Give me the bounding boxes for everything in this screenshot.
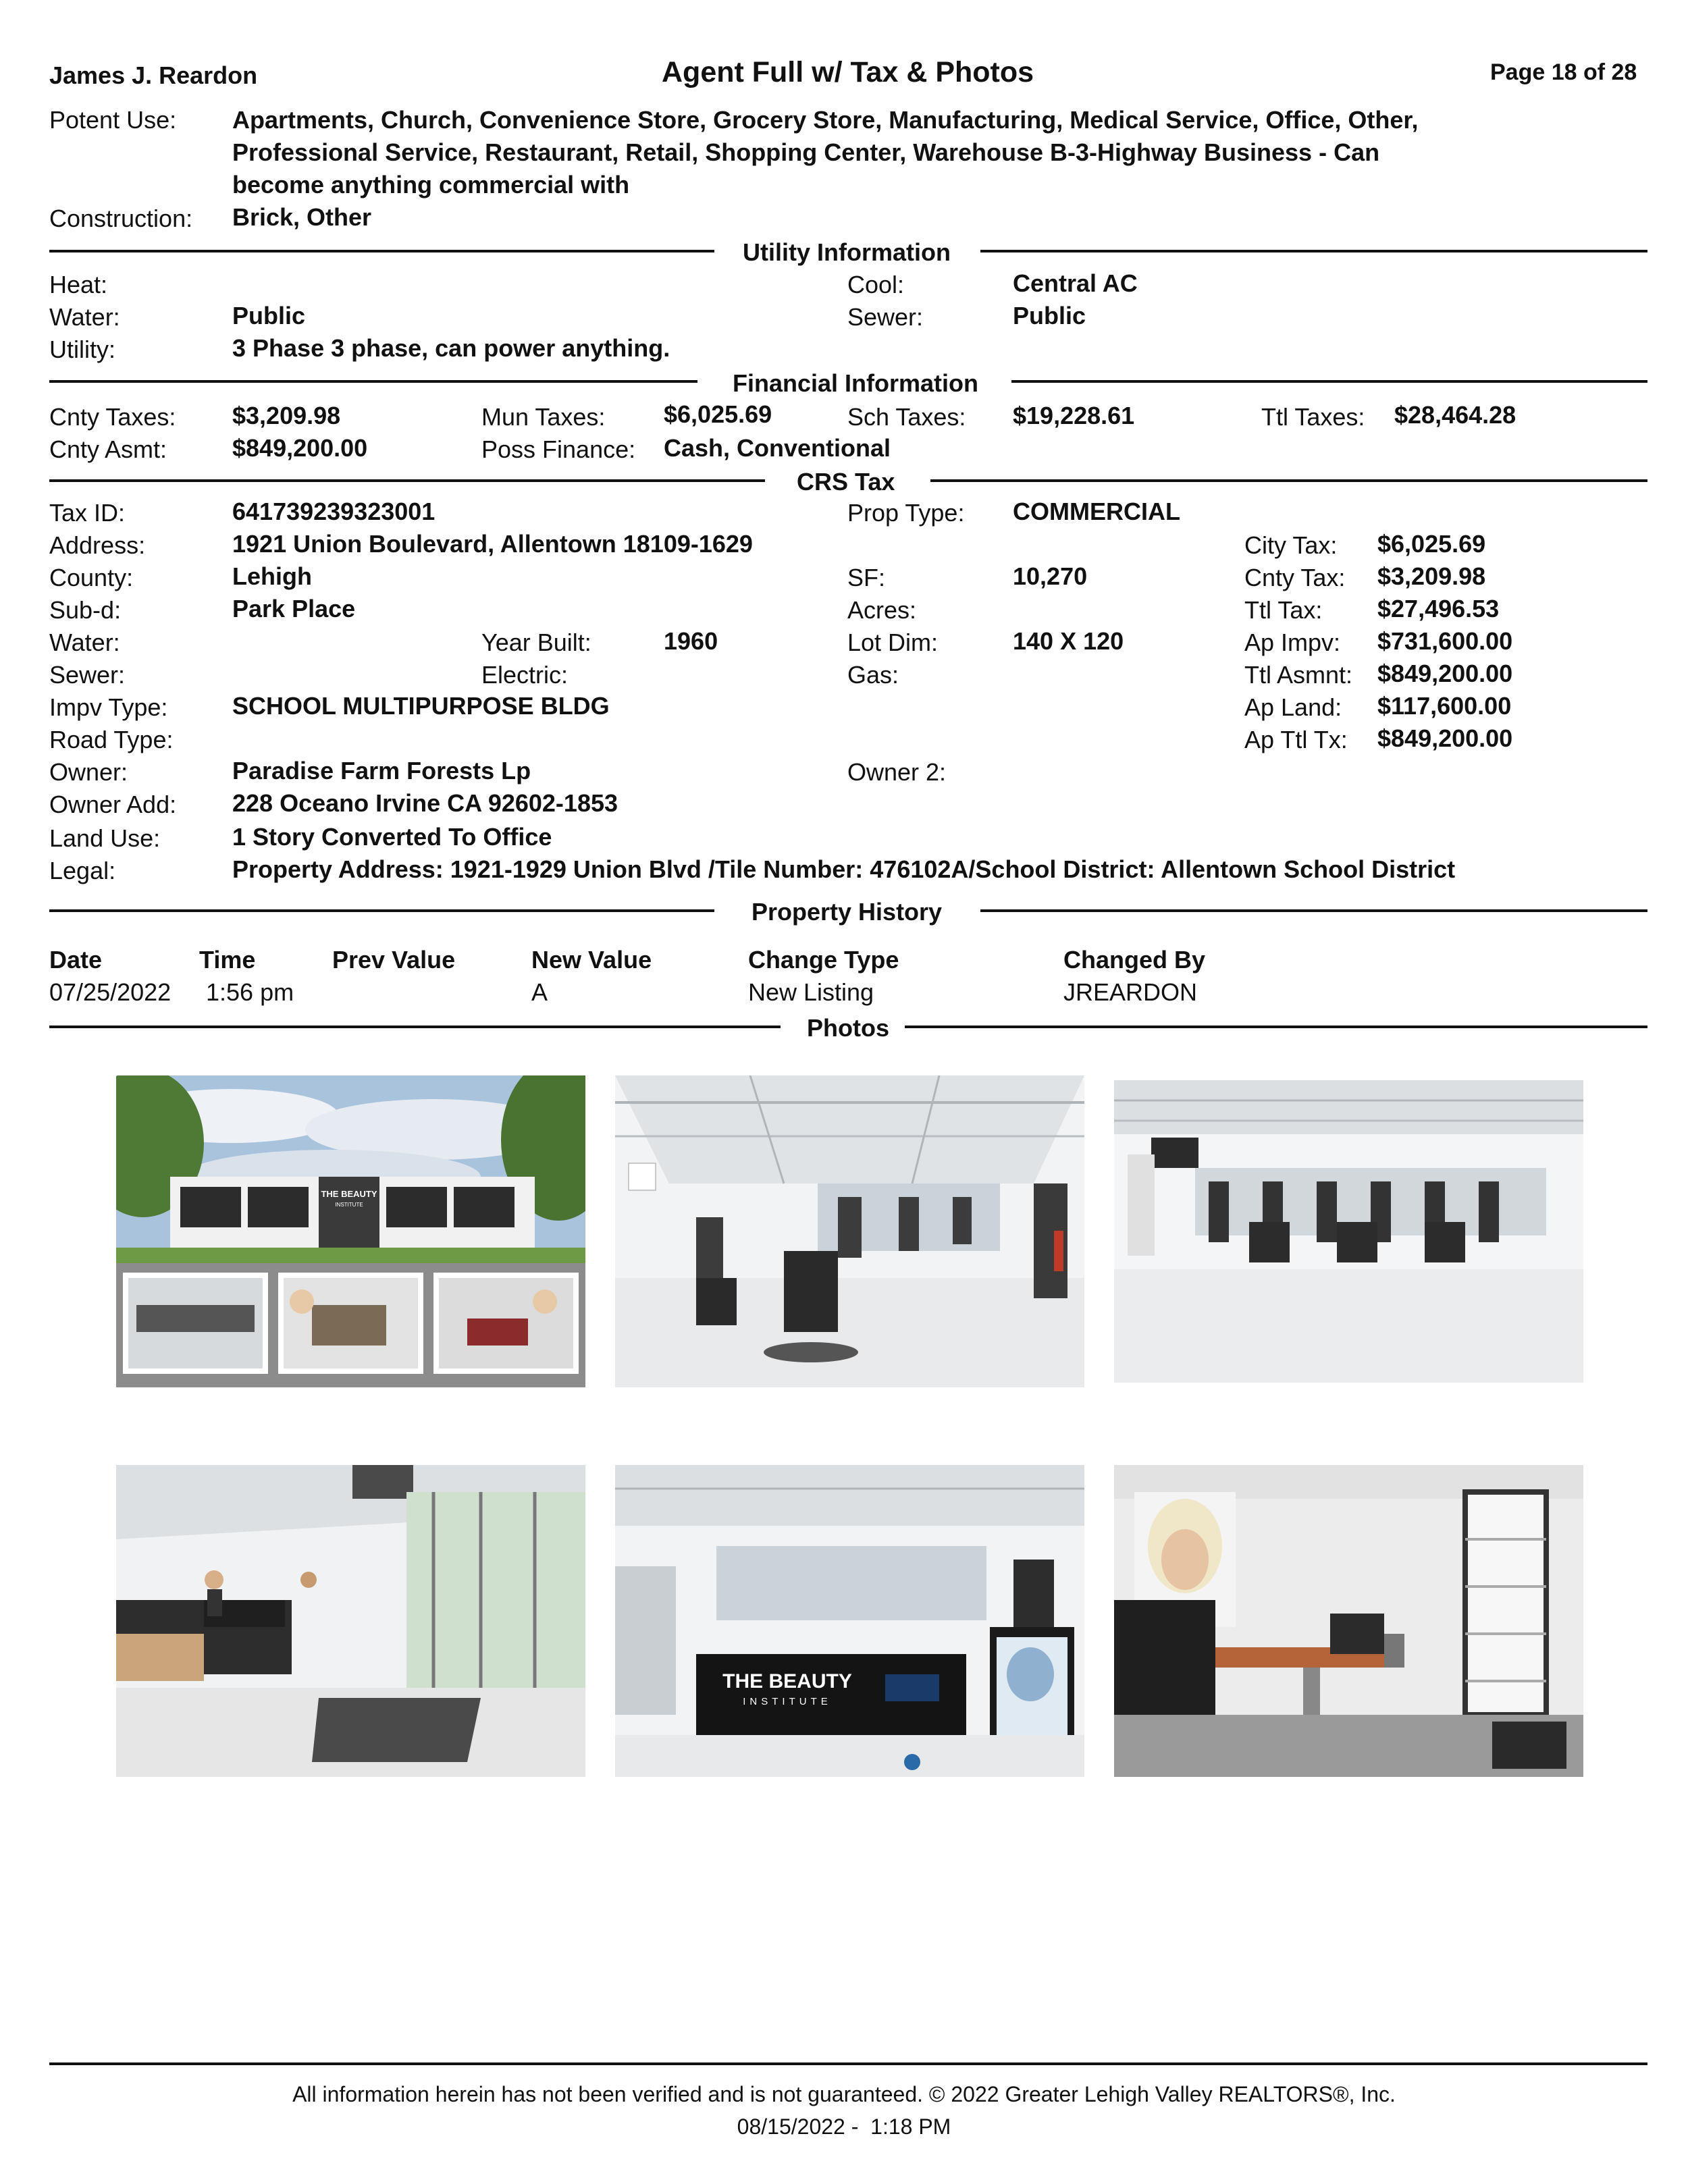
section-rule-right <box>980 250 1647 252</box>
owner-add-value: 228 Oceano Irvine CA 92602-1853 <box>232 789 618 817</box>
history-col-time: Time <box>199 946 256 974</box>
mun-taxes-value: $6,025.69 <box>664 400 772 428</box>
cool-label: Cool: <box>847 271 905 298</box>
history-row-time: 1:56 pm <box>206 978 294 1006</box>
section-rule-right <box>905 1026 1647 1028</box>
impv-type-value: SCHOOL MULTIPURPOSE BLDG <box>232 692 610 720</box>
history-col-by: Changed By <box>1063 946 1206 974</box>
tax-id-label: Tax ID: <box>49 499 126 527</box>
sch-taxes-value: $19,228.61 <box>1013 402 1135 429</box>
cnty-asmt-label: Cnty Asmt: <box>49 435 167 463</box>
land-use-label: Land Use: <box>49 824 161 852</box>
footer-disclaimer: All information herein has not been verified and is not guaranteed. © 2022 Greater Lehigh Valley REALTORS®, Inc. <box>292 2082 1396 2106</box>
section-rule-right <box>980 909 1647 912</box>
financial-heading: Financial Information <box>733 369 979 397</box>
heat-label: Heat: <box>49 271 108 298</box>
crs-sewer-label: Sewer: <box>49 661 126 689</box>
photo-salon-floor[interactable] <box>615 1075 1084 1387</box>
cnty-asmt-value: $849,200.00 <box>232 434 368 462</box>
city-tax-label: City Tax: <box>1244 531 1338 559</box>
page-title: Agent Full w/ Tax & Photos <box>662 56 1034 88</box>
subd-label: Sub-d: <box>49 596 122 624</box>
potent-use-line-1: Apartments, Church, Convenience Store, Grocery Store, Manufacturing, Medical Service, Office, Other, <box>232 106 1419 134</box>
sch-taxes-label: Sch Taxes: <box>847 403 966 431</box>
construction-value: Brick, Other <box>232 203 372 231</box>
page-number: Page 18 of 28 <box>1490 59 1637 85</box>
potent-use-line-3: become anything commercial with <box>232 171 630 198</box>
owner-value: Paradise Farm Forests Lp <box>232 757 531 784</box>
sign-text-1: THE BEAUTY <box>321 1189 377 1199</box>
impv-type-label: Impv Type: <box>49 693 168 721</box>
tax-id-value: 641739239323001 <box>232 498 436 525</box>
history-col-prev: Prev Value <box>332 946 456 974</box>
county-value: Lehigh <box>232 562 312 590</box>
footer-rule <box>49 2062 1647 2065</box>
cool-value: Central AC <box>1013 269 1138 297</box>
photo-salon-wide[interactable] <box>1114 1080 1583 1383</box>
lot-dim-label: Lot Dim: <box>847 629 939 656</box>
mun-taxes-label: Mun Taxes: <box>481 403 606 431</box>
ap-impv-label: Ap Impv: <box>1244 629 1341 656</box>
agent-name: James J. Reardon <box>49 61 258 89</box>
gas-label: Gas: <box>847 661 899 689</box>
history-col-new: New Value <box>531 946 652 974</box>
sewer-value: Public <box>1013 302 1086 329</box>
history-row-new: A <box>531 978 548 1006</box>
cnty-taxes-value: $3,209.98 <box>232 402 341 429</box>
ttl-taxes-label: Ttl Taxes: <box>1261 403 1365 431</box>
photo-reception[interactable] <box>615 1465 1084 1777</box>
sf-value: 10,270 <box>1013 562 1088 590</box>
legal-label: Legal: <box>49 857 116 884</box>
utility-heading: Utility Information <box>743 238 951 266</box>
lot-dim-value: 140 X 120 <box>1013 627 1124 655</box>
potent-use-line-2: Professional Service, Restaurant, Retail, Shopping Center, Warehouse B-3-Highway Business - Can <box>232 138 1380 166</box>
cnty-tax-value: $3,209.98 <box>1377 562 1486 590</box>
owner-add-label: Owner Add: <box>49 791 177 818</box>
potent-use-label: Potent Use: <box>49 106 177 134</box>
ttl-asmnt-label: Ttl Asmnt: <box>1244 661 1353 689</box>
section-rule-right <box>1011 380 1647 383</box>
owner2-label: Owner 2: <box>847 758 947 786</box>
photo-exterior-collage[interactable] <box>116 1075 585 1387</box>
crs-water-label: Water: <box>49 629 120 656</box>
prop-type-label: Prop Type: <box>847 499 965 527</box>
section-rule-left <box>49 380 697 383</box>
history-heading: Property History <box>751 898 943 926</box>
ttl-tax-label: Ttl Tax: <box>1244 596 1323 624</box>
cnty-tax-label: Cnty Tax: <box>1244 564 1346 591</box>
footer-timestamp: 08/15/2022 - 1:18 PM <box>737 2114 951 2139</box>
ap-impv-value: $731,600.00 <box>1377 627 1513 655</box>
city-tax-value: $6,025.69 <box>1377 530 1486 558</box>
ttl-taxes-value: $28,464.28 <box>1394 401 1516 429</box>
ap-land-label: Ap Land: <box>1244 693 1342 721</box>
sewer-label: Sewer: <box>847 303 924 331</box>
address-value: 1921 Union Boulevard, Allentown 18109-1629 <box>232 530 753 558</box>
ap-land-value: $117,600.00 <box>1377 692 1512 720</box>
land-use-value: 1 Story Converted To Office <box>232 823 552 851</box>
prop-type-value: COMMERCIAL <box>1013 498 1180 525</box>
year-built-label: Year Built: <box>481 629 591 656</box>
address-label: Address: <box>49 531 146 559</box>
photo-office[interactable] <box>1114 1465 1583 1777</box>
sign-text-2: INSTITUTE <box>335 1202 363 1208</box>
reception-sign-1: THE BEAUTY <box>722 1670 852 1693</box>
history-row-type: New Listing <box>748 978 874 1006</box>
county-label: County: <box>49 564 134 591</box>
ap-ttl-tx-label: Ap Ttl Tx: <box>1244 726 1348 753</box>
ttl-asmnt-value: $849,200.00 <box>1377 660 1513 687</box>
road-type-label: Road Type: <box>49 726 174 753</box>
owner-label: Owner: <box>49 758 128 786</box>
water-value: Public <box>232 302 306 329</box>
utility-value: 3 Phase 3 phase, can power anything. <box>232 334 670 362</box>
cnty-taxes-label: Cnty Taxes: <box>49 403 176 431</box>
ap-ttl-tx-value: $849,200.00 <box>1377 724 1513 752</box>
section-rule-right <box>930 479 1647 482</box>
photos-heading: Photos <box>807 1014 889 1042</box>
section-rule-left <box>49 909 714 912</box>
section-rule-left <box>49 1026 781 1028</box>
history-row-date: 07/25/2022 <box>49 978 172 1006</box>
poss-finance-value: Cash, Conventional <box>664 434 891 462</box>
legal-value: Property Address: 1921-1929 Union Blvd /Tile Number: 476102A/School District: Allentown School District <box>232 855 1456 883</box>
history-col-type: Change Type <box>748 946 899 974</box>
poss-finance-label: Poss Finance: <box>481 435 636 463</box>
section-rule-left <box>49 250 714 252</box>
crs-tax-heading: CRS Tax <box>797 468 895 496</box>
utility-label: Utility: <box>49 336 115 363</box>
history-col-date: Date <box>49 946 103 974</box>
year-built-value: 1960 <box>664 627 718 655</box>
construction-label: Construction: <box>49 205 193 232</box>
subd-value: Park Place <box>232 595 356 622</box>
ttl-tax-value: $27,496.53 <box>1377 595 1500 622</box>
reception-sign-2: INSTITUTE <box>743 1696 832 1707</box>
sf-label: SF: <box>847 564 886 591</box>
history-row-by: JREARDON <box>1063 978 1198 1006</box>
acres-label: Acres: <box>847 596 917 624</box>
photo-entrance[interactable] <box>116 1465 585 1777</box>
electric-label: Electric: <box>481 661 569 689</box>
section-rule-left <box>49 479 765 482</box>
water-label: Water: <box>49 303 120 331</box>
